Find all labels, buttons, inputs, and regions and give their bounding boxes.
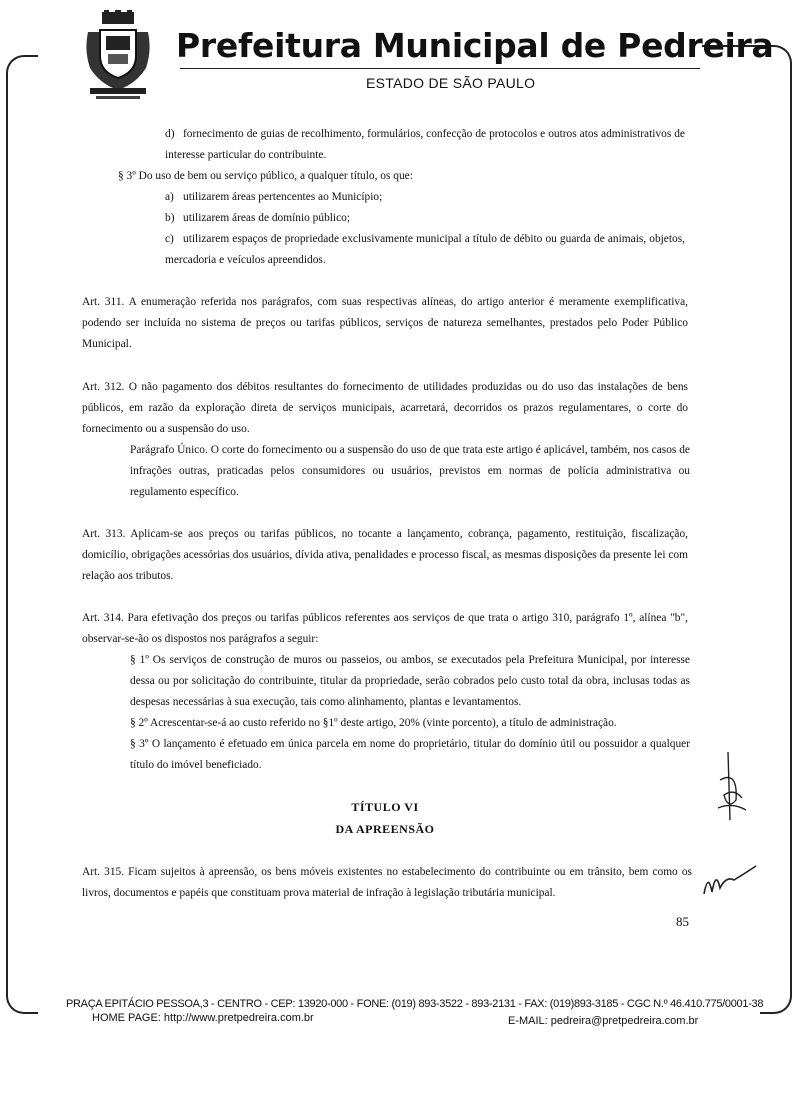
list-item (165, 208, 685, 229)
signature-icon (698, 750, 758, 825)
article-312-sole-paragraph: Parágrafo Único. O corte do fornecimento ou a suspensão do uso de que trata este artigo é aplicável, também, nos casos de infrações outras, praticadas pelos consumidores ou usuários, previstos em normas de polícia administrativa ou regulamento específico. (130, 444, 690, 498)
item-label: b) (165, 212, 175, 224)
title-subheading: DA APREENSÃO (335, 822, 435, 836)
article-313: Art. 313. Aplicam-se aos preços ou tarifas públicos, no tocante a lançamento, cobrança, pagamento, restituição, fiscalização, domicílio, obrigações acessórias dos usuários, dívida ativa, penalidades e processo fiscal, as mesmas disposições da presente lei com relação aos tributos. (82, 528, 688, 582)
page-frame-left (6, 55, 38, 1014)
title-heading: TÍTULO VI (351, 800, 419, 814)
item-text: utilizarem espaços de propriedade exclusivamente municipal a título de débito ou guarda de animais, objetos, mercadoria e veículos apreendidos. (165, 233, 685, 266)
article-314-paragraph-1: § 1º Os serviços de construção de muros ou passeios, ou ambos, se executados pela Prefeitura Municipal, por interesse dessa ou por solicitação do contribuinte, titular da propriedade, serão cobrados pelo custo total da obra, inclusas todas as despesas necessárias à sua execução, tais como alinhamento, plantas e levantamentos. (130, 654, 690, 708)
coat-of-arms-icon (82, 10, 154, 102)
title-underline (180, 68, 700, 69)
item-text: utilizarem áreas de domínio público; (183, 212, 351, 224)
article-315: Art. 315. Ficam sujeitos à apreensão, os bens móveis existentes no estabelecimento do contribuinte ou em trânsito, bem como os livros, documentos e papéis que constituam prova material de infração à legislação tributária municipal. (82, 866, 692, 899)
signature-icon (700, 858, 760, 908)
article-314: Art. 314. Para efetivação dos preços ou tarifas públicos referentes aos serviços de que trata o artigo 310, parágrafo 1º, alínea "b", observar-se-ão os dispostos nos parágrafos a seguir: (82, 612, 688, 645)
item-text: utilizarem áreas pertencentes ao Município; (183, 191, 383, 203)
item-text: fornecimento de guias de recolhimento, formulários, confecção de protocolos e outros atos administrativos de interesse particular do contribuinte. (165, 128, 685, 161)
page-subtitle: ESTADO DE SÃO PAULO (366, 75, 536, 91)
article-314-paragraph-2: § 2º Acrescentar-se-á ao custo referido no §1º deste artigo, 20% (vinte porcento), a título de administração. (130, 717, 617, 729)
footer-email: E-MAIL: pedreira@pretpedreira.com.br (508, 1015, 699, 1027)
list-item (165, 229, 685, 271)
footer-homepage: HOME PAGE: http://www.pretpedreira.com.br (92, 1012, 314, 1024)
article-311: Art. 311. A enumeração referida nos parágrafos, com suas respectivas alíneas, do artigo anterior é meramente exemplificativa, podendo ser incluída no sistema de preços ou tarifas públicos, serviços de natureza semelhantes, prestados pelo Poder Público Municipal. (82, 296, 688, 350)
article-314-paragraph-3: § 3º O lançamento é efetuado em única parcela em nome do proprietário, titular do domínio útil ou possuidor a qualquer título do imóvel beneficiado. (130, 738, 690, 771)
item-label: d) (165, 128, 175, 140)
footer-address: PRAÇA EPITÁCIO PESSOA,3 - CENTRO - CEP: 13920-000 - FONE: (019) 893-3522 - 893-2131 - FAX: (019)893-3185 - CGC N.º 46.410.775/0001-38 (66, 998, 764, 1010)
article-312: Art. 312. O não pagamento dos débitos resultantes do fornecimento de utilidades produzidas ou do uso das instalações de bens públicos, em razão da exploração direta de serviços municipais, acarretará, decorridos os prazos regulamentares, o corte do fornecimento ou a suspensão do uso. (82, 381, 688, 435)
list-item (165, 187, 685, 208)
page-title: Prefeitura Municipal de Pedreira (176, 26, 774, 65)
item-label: c) (165, 233, 174, 245)
item-label: a) (165, 191, 174, 203)
paragraph: § 3º Do uso de bem ou serviço público, a qualquer título, os que: (118, 170, 413, 182)
page-number: 85 (676, 914, 689, 929)
list-item (165, 124, 685, 166)
